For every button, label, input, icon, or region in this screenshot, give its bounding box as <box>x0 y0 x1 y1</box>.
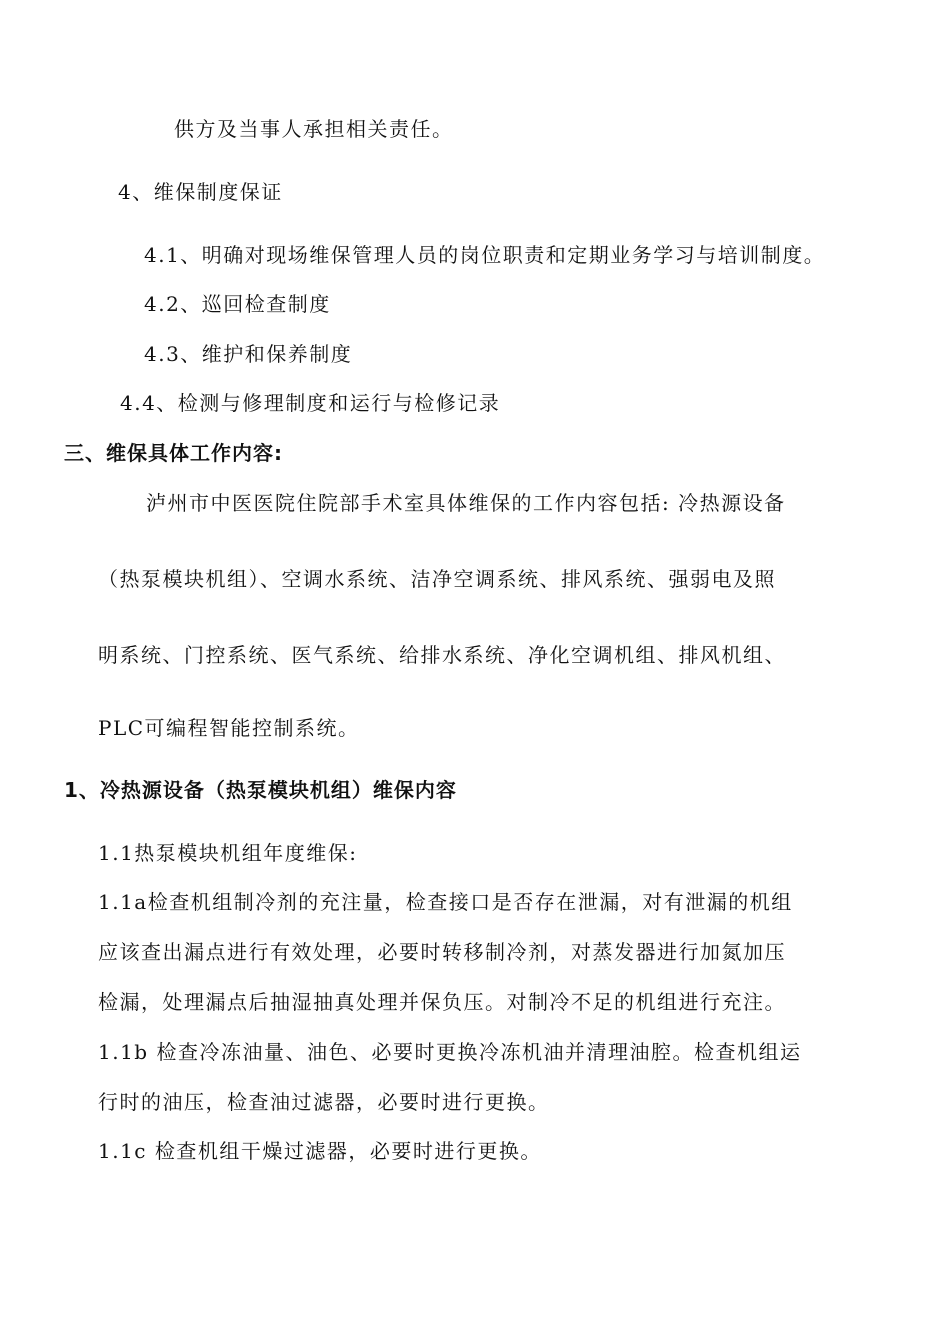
paragraph-line: 1.1热泵模块机组年度维保: <box>98 841 358 865</box>
paragraph-line: 1.1a检查机组制冷剂的充注量，检查接口是否存在泄漏，对有泄漏的机组 <box>98 890 793 914</box>
paragraph-line: （热泵模块机组）、空调水系统、洁净空调系统、排风系统、强弱电及照 <box>98 567 776 591</box>
paragraph-line: 泸州市中医医院住院部手术室具体维保的工作内容包括: 冷热源设备 <box>146 491 786 515</box>
paragraph-line: PLC可编程智能控制系统。 <box>98 716 360 740</box>
section-heading-4: 4、维保制度保证 <box>118 180 283 204</box>
paragraph-line: 1.1b 检查冷冻油量、油色、必要时更换冷冻机油并清理油腔。检查机组运 <box>98 1040 802 1064</box>
paragraph-line: 检漏，处理漏点后抽湿抽真处理并保负压。对制冷不足的机组进行充注。 <box>98 990 786 1014</box>
section-heading-3: 三、维保具体工作内容: <box>64 441 283 465</box>
paragraph-line: 应该查出漏点进行有效处理，必要时转移制冷剂，对蒸发器进行加氮加压 <box>98 940 786 964</box>
paragraph-line: 明系统、门控系统、医气系统、给排水系统、净化空调机组、排风机组、 <box>98 643 786 667</box>
subsection-heading-1: 1、冷热源设备（热泵模块机组）维保内容 <box>64 778 457 802</box>
list-item-4-1: 4.1、明确对现场维保管理人员的岗位职责和定期业务学习与培训制度。 <box>144 243 826 267</box>
list-item-4-2: 4.2、巡回检查制度 <box>144 292 331 316</box>
paragraph-line: 供方及当事人承担相关责任。 <box>174 117 454 141</box>
paragraph-line: 行时的油压，检查油过滤器，必要时进行更换。 <box>98 1090 550 1114</box>
paragraph-line: 1.1c 检查机组干燥过滤器，必要时进行更换。 <box>98 1139 542 1163</box>
list-item-4-3: 4.3、维护和保养制度 <box>144 342 353 366</box>
list-item-4-4: 4.4、检测与修理制度和运行与检修记录 <box>120 391 501 415</box>
